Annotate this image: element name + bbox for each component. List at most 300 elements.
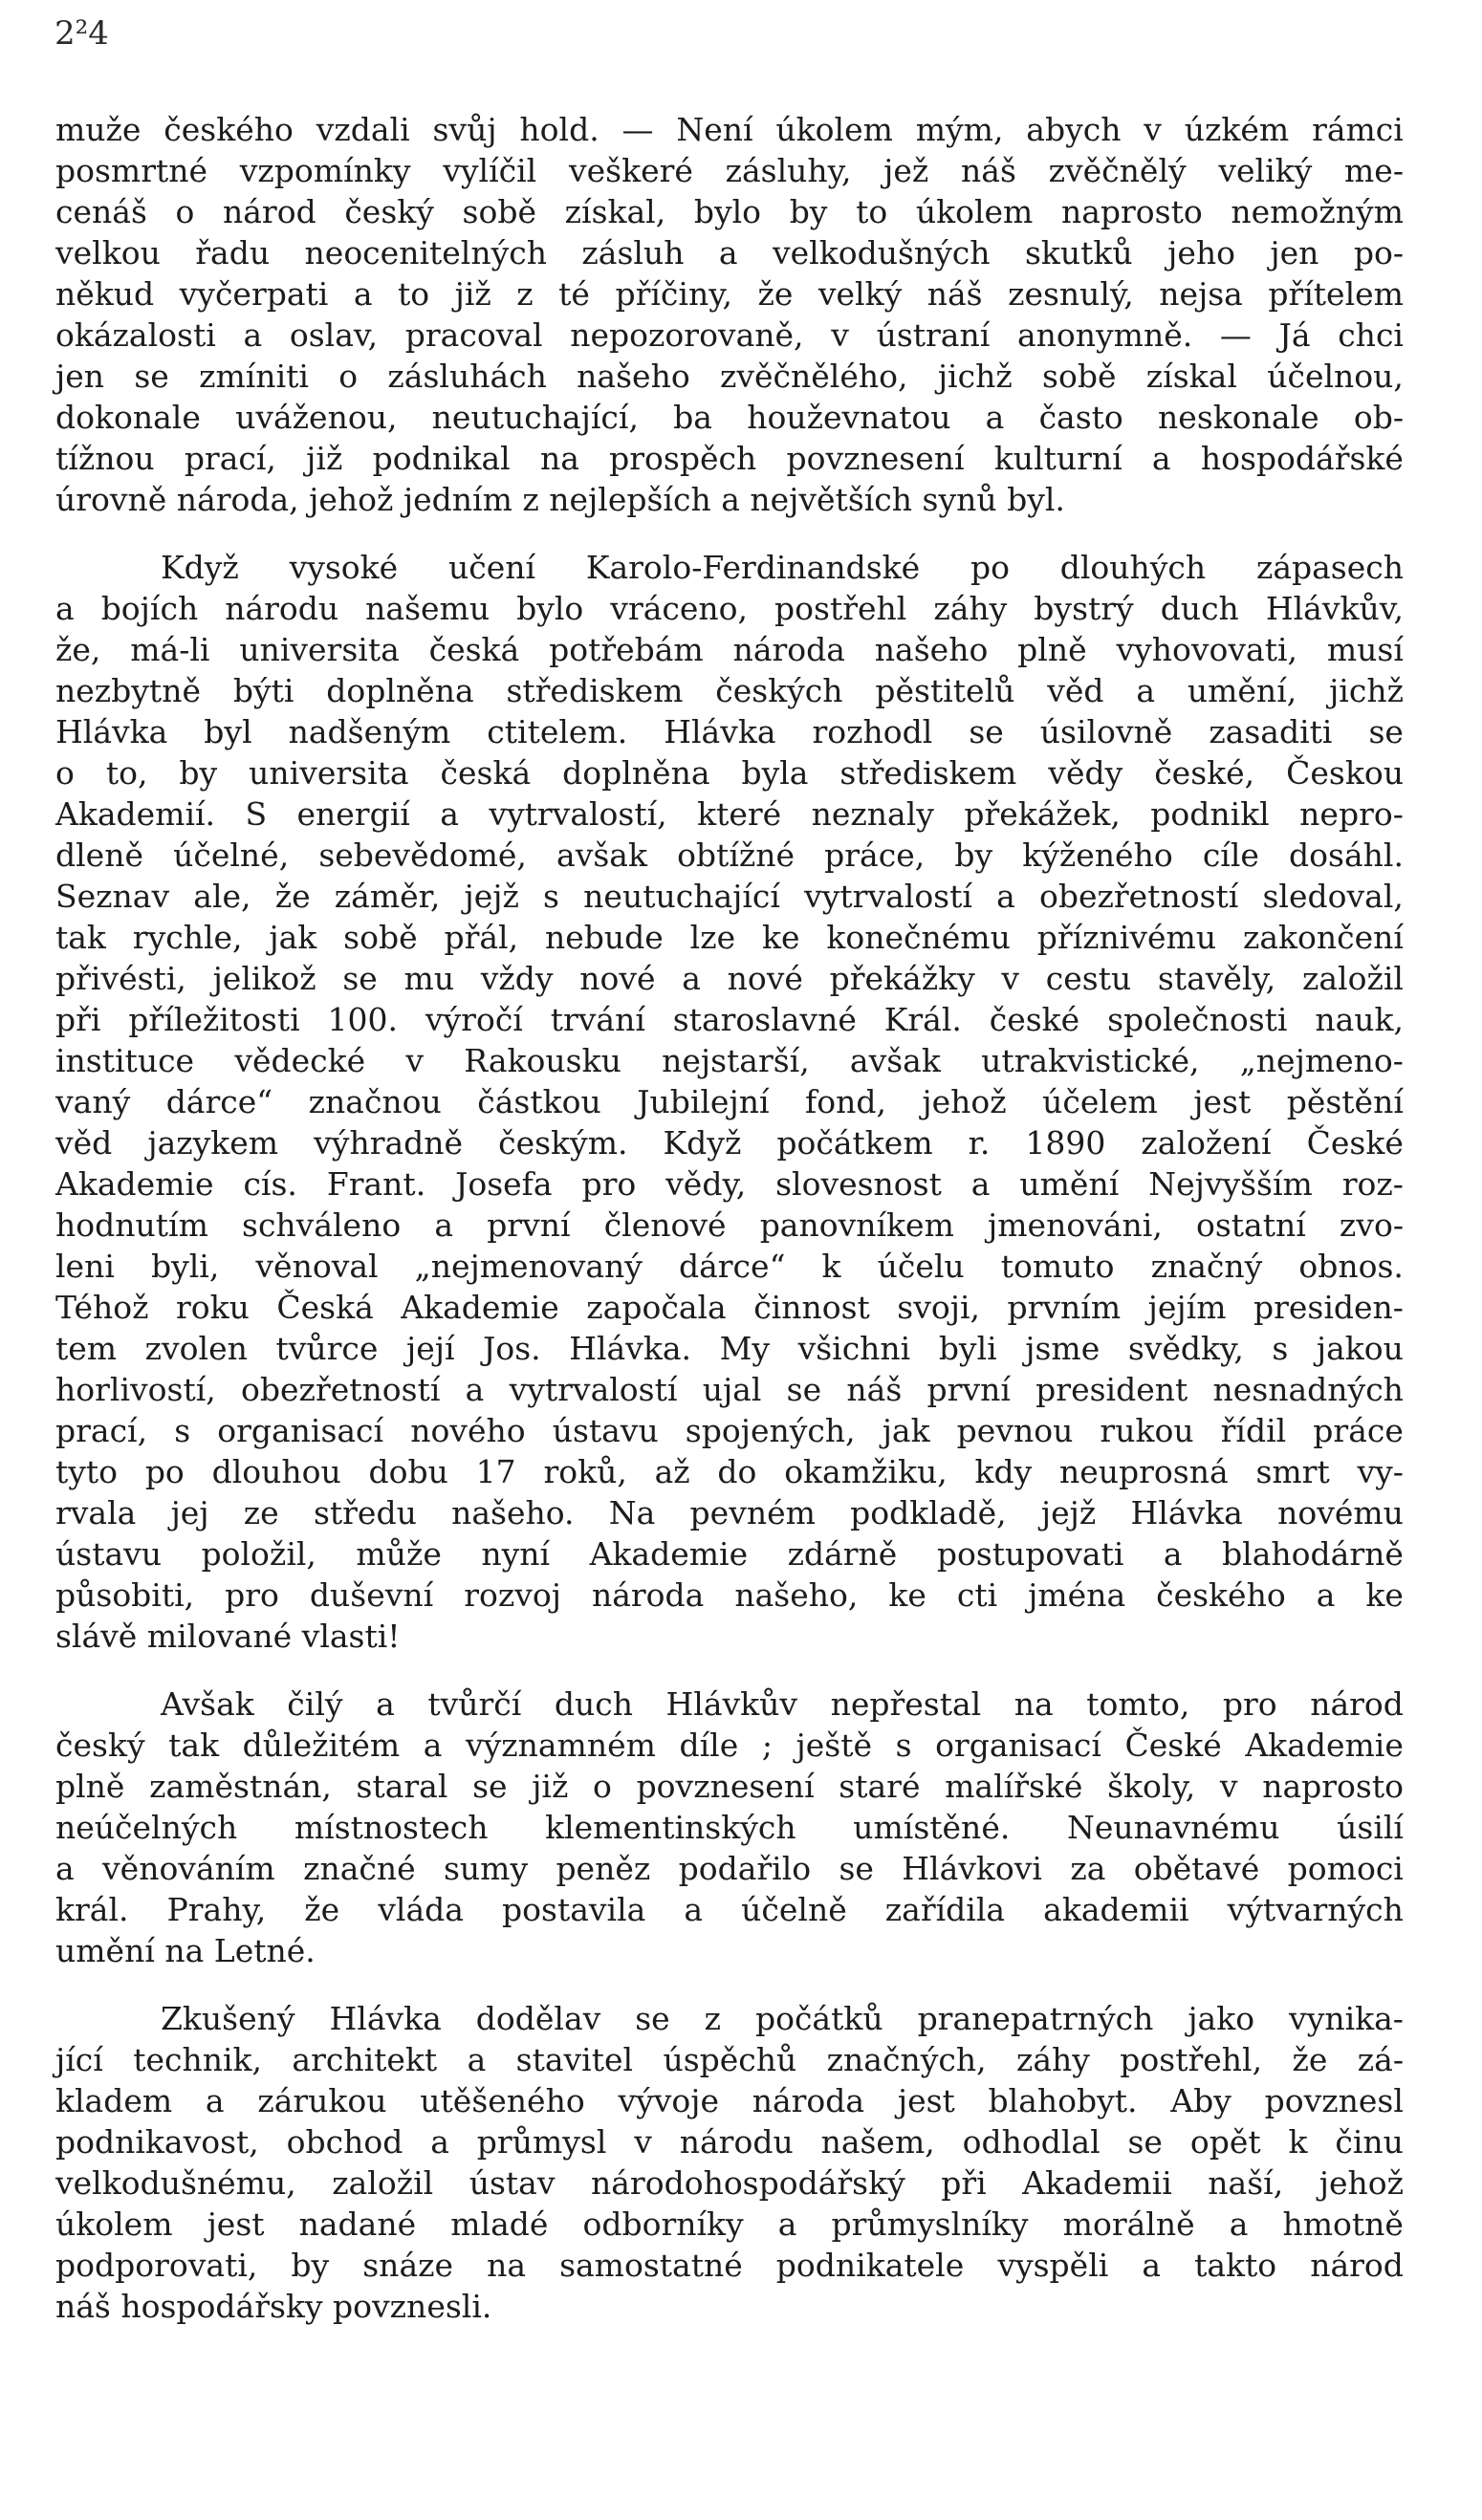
text-line bbox=[55, 1369, 1404, 1410]
word: účelu bbox=[877, 1248, 965, 1285]
word: schváleno bbox=[242, 1206, 402, 1244]
word: příznivému bbox=[1036, 919, 1217, 956]
word: byli bbox=[938, 1330, 997, 1367]
word: kladem bbox=[55, 2082, 173, 2119]
word: nadané bbox=[298, 2205, 417, 2243]
word: a bbox=[1151, 440, 1171, 477]
word: prvním bbox=[1007, 1289, 1122, 1326]
word: členové bbox=[603, 1206, 727, 1244]
word: musí bbox=[1326, 631, 1404, 668]
text-line bbox=[55, 479, 1404, 520]
text-line bbox=[55, 1930, 1404, 1971]
word: cís. bbox=[243, 1165, 297, 1203]
word: houževnatou bbox=[747, 399, 951, 436]
word: staroslavné bbox=[672, 1001, 857, 1038]
word: hold. bbox=[519, 111, 599, 148]
line-text: umění na Letné. bbox=[55, 1932, 316, 1969]
word: té bbox=[558, 275, 590, 313]
word: organisací bbox=[935, 1727, 1101, 1764]
word: s bbox=[543, 878, 559, 915]
word: sledoval, bbox=[1262, 878, 1404, 915]
text-line bbox=[55, 2245, 1404, 2286]
word: Česká bbox=[276, 1289, 374, 1326]
word: a bbox=[423, 1727, 443, 1764]
word: S bbox=[245, 795, 268, 833]
word: dárce“ bbox=[678, 1248, 786, 1285]
word: jsme bbox=[1025, 1330, 1101, 1367]
word: hospodářské bbox=[1200, 440, 1404, 477]
word: jako bbox=[1188, 2000, 1255, 2037]
word: její bbox=[405, 1330, 455, 1367]
text-line bbox=[55, 2204, 1404, 2245]
word: vy- bbox=[1357, 1453, 1404, 1490]
text-line bbox=[55, 588, 1404, 629]
word: pěstění bbox=[1286, 1083, 1404, 1120]
word: My bbox=[719, 1330, 770, 1367]
text-line bbox=[55, 876, 1404, 917]
word: se bbox=[839, 1850, 874, 1887]
word: se bbox=[635, 2000, 670, 2037]
word: odhodlal bbox=[962, 2123, 1101, 2161]
word: sebevědomé, bbox=[318, 836, 527, 874]
word: vylíčil bbox=[443, 152, 537, 189]
word: Téhož bbox=[55, 1289, 149, 1326]
line-text: úrovně národa, jehož jedním z nejlepších a největších synů byl. bbox=[55, 481, 1065, 518]
text-line bbox=[55, 752, 1404, 793]
word: dodělav bbox=[475, 2000, 601, 2037]
text-line bbox=[55, 835, 1404, 876]
text-line bbox=[55, 1575, 1404, 1616]
word: a bbox=[430, 2123, 449, 2161]
word: jehož bbox=[1319, 2164, 1404, 2202]
word: národohospodářský bbox=[591, 2164, 905, 2202]
word: jež bbox=[883, 152, 929, 189]
word: bystrý bbox=[1034, 590, 1134, 627]
word: utěšeného bbox=[420, 2082, 585, 2119]
word: nemožným bbox=[1231, 193, 1404, 230]
word: a bbox=[467, 2041, 487, 2078]
word: veliký bbox=[1218, 152, 1313, 189]
word: naprosto bbox=[1060, 193, 1203, 230]
word: dobu bbox=[368, 1453, 448, 1490]
word: účelně bbox=[741, 1891, 847, 1928]
word: se bbox=[969, 713, 1004, 750]
word: okamžiku, bbox=[784, 1453, 948, 1490]
word: průmysl bbox=[476, 2123, 607, 2161]
word: vláda bbox=[378, 1891, 464, 1928]
word: české, bbox=[1154, 754, 1255, 792]
page-number: 2²4 bbox=[54, 14, 109, 53]
word: organisací bbox=[217, 1412, 384, 1449]
word: v bbox=[634, 2123, 652, 2161]
word: duch bbox=[554, 1685, 633, 1723]
word: již bbox=[306, 440, 343, 477]
word: velkodušných bbox=[773, 234, 991, 272]
word: a bbox=[718, 234, 738, 272]
word: sumy bbox=[443, 1850, 529, 1887]
word: Karolo-Ferdinandské bbox=[585, 549, 921, 586]
word: již bbox=[532, 1768, 569, 1805]
word: dokonale bbox=[55, 399, 201, 436]
text-line bbox=[55, 1246, 1404, 1287]
word: působiti, bbox=[55, 1576, 195, 1614]
word: cti bbox=[956, 1576, 998, 1614]
word: náš bbox=[926, 275, 983, 313]
word: velkou bbox=[55, 234, 161, 272]
word: opět bbox=[1189, 2123, 1261, 2161]
text-line bbox=[55, 958, 1404, 999]
word: činu bbox=[1335, 2123, 1404, 2161]
word: z bbox=[516, 275, 534, 313]
word: po- bbox=[1353, 234, 1404, 272]
word: by bbox=[291, 2247, 330, 2284]
word: jej bbox=[170, 1494, 209, 1532]
word: Prahy, bbox=[166, 1891, 267, 1928]
word: a bbox=[55, 1850, 75, 1887]
word: Českou bbox=[1286, 754, 1404, 792]
word: a bbox=[376, 1685, 395, 1723]
word: prospěch bbox=[609, 440, 757, 477]
paragraph-4 bbox=[55, 1998, 1404, 2327]
text-line bbox=[55, 1328, 1404, 1369]
line-text: náš hospodářsky povznesli. bbox=[55, 2288, 492, 2325]
word: se bbox=[342, 960, 378, 997]
text-line bbox=[55, 2080, 1404, 2121]
word: Jos. bbox=[483, 1330, 541, 1367]
word: k bbox=[821, 1248, 841, 1285]
word: a bbox=[1142, 2247, 1162, 2284]
word: cíle bbox=[1202, 836, 1259, 874]
word: 17 bbox=[475, 1453, 516, 1490]
word: zápasech bbox=[1255, 549, 1404, 586]
word: zmíniti bbox=[199, 358, 309, 395]
word: svůj bbox=[432, 111, 497, 148]
word: rukou bbox=[1100, 1412, 1194, 1449]
word: podnikal bbox=[372, 440, 511, 477]
word: našeho, bbox=[734, 1576, 859, 1614]
word: chci bbox=[1338, 316, 1404, 354]
word: podnikavost, bbox=[55, 2123, 259, 2161]
word: Akademie bbox=[55, 1165, 214, 1203]
word: na bbox=[539, 440, 579, 477]
word: universita bbox=[239, 631, 400, 668]
word: Hlávka bbox=[329, 2000, 442, 2037]
word: přál, bbox=[444, 919, 519, 956]
word: avšak bbox=[849, 1042, 941, 1079]
word: že bbox=[304, 1891, 340, 1928]
word: 100. bbox=[327, 1001, 399, 1038]
word: záměr, bbox=[334, 878, 441, 915]
text-line bbox=[55, 2039, 1404, 2080]
word: umění bbox=[1019, 1165, 1120, 1203]
word: povznesení bbox=[786, 440, 965, 477]
word: velkodušnému, bbox=[55, 2164, 296, 2202]
word: významném bbox=[465, 1727, 656, 1764]
word: České bbox=[1306, 1124, 1404, 1162]
word: úkolem bbox=[915, 193, 1034, 230]
word: obchod bbox=[286, 2123, 403, 2161]
word: vysoké bbox=[289, 549, 399, 586]
word: nesnadných bbox=[1212, 1371, 1404, 1408]
word: nové bbox=[727, 960, 803, 997]
word: jejž bbox=[464, 878, 519, 915]
word: me- bbox=[1344, 152, 1404, 189]
word: může bbox=[356, 1535, 442, 1573]
word: nepřestal bbox=[830, 1685, 982, 1723]
word: získal bbox=[1145, 358, 1237, 395]
word: středu bbox=[313, 1494, 417, 1532]
word: našeho bbox=[874, 631, 989, 668]
word: byli, bbox=[150, 1248, 220, 1285]
word: národu bbox=[679, 2123, 794, 2161]
word: po bbox=[144, 1453, 185, 1490]
word: Nejvyšším bbox=[1148, 1165, 1313, 1203]
word: potřebám bbox=[549, 631, 704, 668]
word: Jubilejní bbox=[637, 1083, 770, 1120]
word: tomuto bbox=[1000, 1248, 1115, 1285]
text-line bbox=[55, 1287, 1404, 1328]
word: jak bbox=[269, 919, 317, 956]
word: Akademie bbox=[401, 1289, 559, 1326]
word: práce bbox=[1313, 1412, 1404, 1449]
word: tížnou bbox=[55, 440, 155, 477]
word: Neunavnému bbox=[1066, 1809, 1280, 1846]
word: zařídila bbox=[884, 1891, 1006, 1928]
word: anonymně. bbox=[1016, 316, 1193, 354]
word: nového bbox=[410, 1412, 526, 1449]
word: o bbox=[55, 754, 75, 792]
word: o bbox=[175, 193, 195, 230]
word: díle bbox=[679, 1727, 739, 1764]
word: se bbox=[1368, 713, 1404, 750]
word: vědy bbox=[1048, 754, 1123, 792]
word: hmotně bbox=[1282, 2205, 1404, 2243]
word: mladé bbox=[450, 2205, 549, 2243]
word: vytrvalostí, bbox=[489, 795, 667, 833]
word: a bbox=[243, 316, 263, 354]
text-line bbox=[55, 547, 1404, 588]
word: a bbox=[205, 2082, 225, 2119]
word: odborníky bbox=[582, 2205, 744, 2243]
word: vyspěli bbox=[997, 2247, 1109, 2284]
word: českého bbox=[1156, 1576, 1286, 1614]
word: zásluh bbox=[581, 234, 685, 272]
word: národ bbox=[1310, 2247, 1404, 2284]
word: získal, bbox=[564, 193, 666, 230]
word: vráceno, bbox=[610, 590, 749, 627]
word: ctitelem. bbox=[487, 713, 628, 750]
word: věnováním bbox=[102, 1850, 275, 1887]
word: malířské bbox=[945, 1768, 1083, 1805]
word: tvůrce bbox=[275, 1330, 379, 1367]
word: nauk, bbox=[1315, 1001, 1404, 1038]
text-line bbox=[55, 1205, 1404, 1246]
word: a bbox=[1163, 1535, 1183, 1573]
word: sobě bbox=[1042, 358, 1117, 395]
word: zakončení bbox=[1242, 919, 1404, 956]
text-line bbox=[55, 1848, 1404, 1889]
word: zvěčnělého, bbox=[719, 358, 908, 395]
word: plně bbox=[1017, 631, 1087, 668]
word: Seznav bbox=[55, 878, 170, 915]
word: ústav bbox=[469, 2164, 556, 2202]
word: pevném bbox=[689, 1494, 816, 1532]
word: trvání bbox=[550, 1001, 645, 1038]
word: tak bbox=[168, 1727, 220, 1764]
paragraph-2 bbox=[55, 547, 1404, 1657]
word: národ bbox=[1310, 1685, 1404, 1723]
word: národa bbox=[752, 2082, 865, 2119]
word: rychle, bbox=[132, 919, 243, 956]
text-line bbox=[55, 191, 1404, 232]
word: utrakvistické, bbox=[981, 1042, 1200, 1079]
word: do bbox=[717, 1453, 757, 1490]
text-line bbox=[55, 109, 1404, 150]
word: jichž bbox=[1329, 672, 1404, 709]
word: král. bbox=[55, 1891, 129, 1928]
word: důležitém bbox=[242, 1727, 401, 1764]
word: podnikl bbox=[1150, 795, 1270, 833]
word: výhradně bbox=[314, 1124, 464, 1162]
word: učení bbox=[447, 549, 536, 586]
word: jest bbox=[207, 2205, 265, 2243]
word: spojených, bbox=[685, 1412, 856, 1449]
word: o bbox=[338, 358, 359, 395]
text-line bbox=[55, 1998, 1404, 2039]
word: lze bbox=[689, 919, 736, 956]
word: česká bbox=[440, 754, 532, 792]
word: roků, bbox=[543, 1453, 627, 1490]
text-line bbox=[55, 793, 1404, 835]
word: České bbox=[1124, 1727, 1222, 1764]
word: často bbox=[1038, 399, 1123, 436]
word: ze bbox=[243, 1494, 279, 1532]
word: po bbox=[970, 549, 1010, 586]
word: Josefa bbox=[455, 1165, 553, 1203]
word: duch bbox=[1160, 590, 1239, 627]
word: podkladě, bbox=[850, 1494, 1007, 1532]
word: v bbox=[1219, 1768, 1238, 1805]
word: které bbox=[697, 795, 782, 833]
word: Hlávkovi bbox=[902, 1850, 1042, 1887]
word: presiden- bbox=[1253, 1289, 1404, 1326]
paragraph-3 bbox=[55, 1684, 1404, 1971]
text-line bbox=[55, 711, 1404, 752]
word: Já bbox=[1278, 316, 1311, 354]
word: dosáhl. bbox=[1289, 836, 1404, 874]
word: Hlávkův bbox=[665, 1685, 798, 1723]
word: nadšeným bbox=[288, 713, 451, 750]
word: vědecké bbox=[234, 1042, 366, 1079]
word: Hlávka bbox=[55, 713, 168, 750]
word: a bbox=[465, 1371, 485, 1408]
word: jehož bbox=[922, 1083, 1007, 1120]
text-line bbox=[55, 397, 1404, 438]
word: o bbox=[593, 1768, 612, 1805]
word: tomto, bbox=[1086, 1685, 1190, 1723]
word: naprosto bbox=[1262, 1768, 1404, 1805]
word: povznesení bbox=[636, 1768, 815, 1805]
word: architekt bbox=[292, 2041, 438, 2078]
word: obnos. bbox=[1298, 1248, 1404, 1285]
word: 1890 bbox=[1025, 1124, 1106, 1162]
word: zvěčnělý bbox=[1048, 152, 1187, 189]
word: hodnutím bbox=[55, 1206, 208, 1244]
word: vzpomínky bbox=[239, 152, 411, 189]
word: slovesnost bbox=[775, 1165, 942, 1203]
word: muže bbox=[55, 111, 142, 148]
word: někud bbox=[55, 275, 155, 313]
word: bylo bbox=[693, 193, 762, 230]
text-line bbox=[55, 273, 1404, 315]
word: zasaditi bbox=[1209, 713, 1333, 750]
word: roz- bbox=[1341, 1165, 1404, 1203]
word: český bbox=[344, 193, 434, 230]
line-text: slávě milované vlasti! bbox=[55, 1618, 401, 1655]
text-line bbox=[55, 315, 1404, 356]
word: ještě bbox=[795, 1727, 872, 1764]
word: první bbox=[487, 1206, 571, 1244]
word: blahobyt. bbox=[988, 2082, 1138, 2119]
word: blahodárně bbox=[1222, 1535, 1404, 1573]
word: ale, bbox=[193, 878, 251, 915]
word: bylo bbox=[516, 590, 584, 627]
word: výtvarných bbox=[1227, 1891, 1404, 1928]
word: Akademie bbox=[1245, 1727, 1404, 1764]
word: Hlávka bbox=[664, 713, 776, 750]
word: česká bbox=[428, 631, 520, 668]
word: Akademie bbox=[589, 1535, 749, 1573]
word: české bbox=[989, 1001, 1080, 1038]
word: Akademii bbox=[1022, 2164, 1172, 2202]
word: a bbox=[1136, 672, 1156, 709]
word: pevnou bbox=[956, 1412, 1074, 1449]
word: dlouhou bbox=[211, 1453, 341, 1490]
word: zvolen bbox=[144, 1330, 248, 1367]
word: postupovati bbox=[936, 1535, 1124, 1573]
text-line bbox=[55, 1616, 1404, 1657]
word: umístěné. bbox=[853, 1809, 1011, 1846]
word: záhy bbox=[933, 590, 1008, 627]
word: zásluhách bbox=[387, 358, 547, 395]
word: úzkém bbox=[1184, 111, 1290, 148]
word: novému bbox=[1277, 1494, 1404, 1532]
word: skutků bbox=[1024, 234, 1133, 272]
word: náš bbox=[961, 152, 1016, 189]
word: mu bbox=[403, 960, 455, 997]
word: překážky bbox=[829, 960, 975, 997]
word: již bbox=[454, 275, 491, 313]
word: ba bbox=[673, 399, 712, 436]
word: společnosti bbox=[1107, 1001, 1288, 1038]
word: úspěchů bbox=[663, 2041, 797, 2078]
word: technik, bbox=[133, 2041, 263, 2078]
word: by bbox=[954, 836, 993, 874]
word: řadu bbox=[195, 234, 271, 272]
word: s bbox=[1272, 1330, 1289, 1367]
word: dleně bbox=[55, 836, 143, 874]
word: nepro- bbox=[1299, 795, 1404, 833]
word: ústraní bbox=[876, 316, 991, 354]
word: a bbox=[1316, 1576, 1336, 1614]
word: čilý bbox=[287, 1685, 343, 1723]
word: rozvoj bbox=[464, 1576, 561, 1614]
word: tyto bbox=[55, 1453, 119, 1490]
word: jelikož bbox=[212, 960, 316, 997]
word: má-li bbox=[130, 631, 210, 668]
word: kýženého bbox=[1022, 836, 1173, 874]
word: Aby bbox=[1170, 2082, 1231, 2119]
